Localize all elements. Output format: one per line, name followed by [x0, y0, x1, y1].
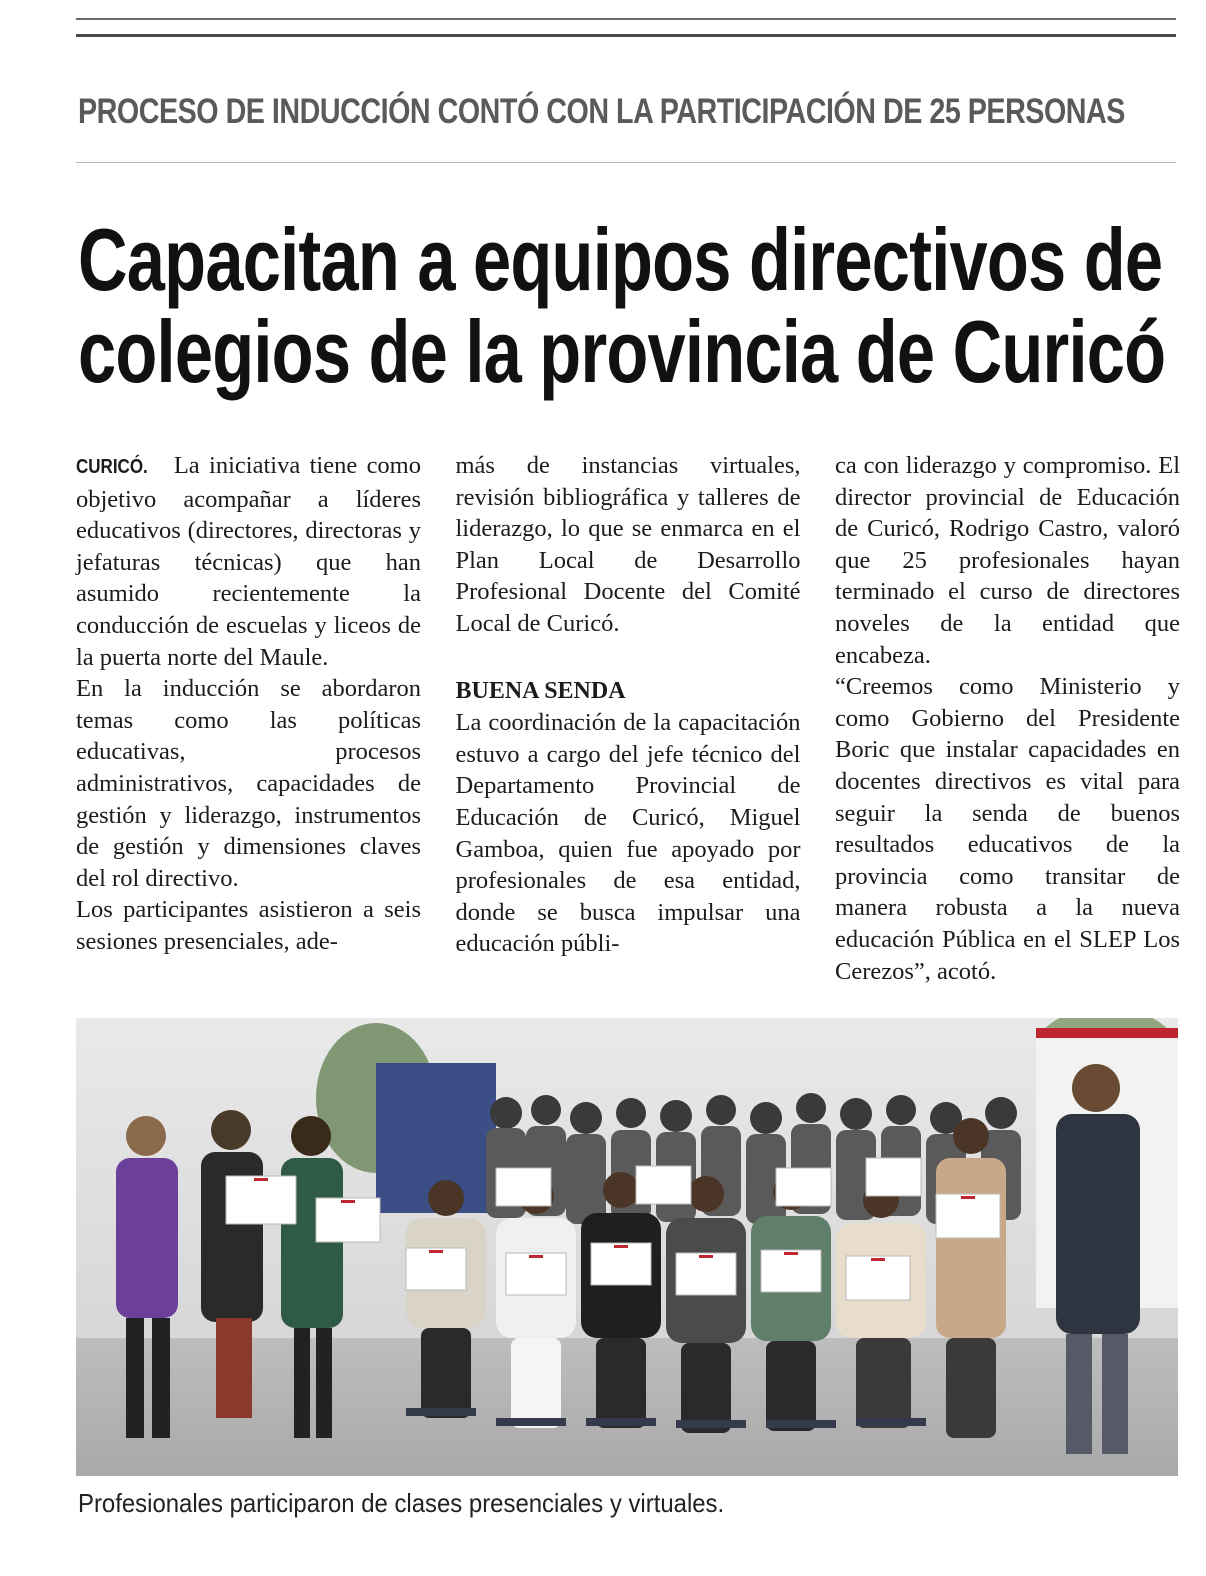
photo-caption: Profesionales participaron de clases presenciales y virtuales. [78, 1488, 725, 1518]
article-kicker: PROCESO DE INDUCCIÓN CONTÓ CON LA PARTICIPACIÓN DE 25 PERSONAS [78, 92, 1125, 131]
group-photo [76, 1018, 1178, 1476]
top-rule-thin [76, 18, 1176, 20]
body-column-1 [76, 450, 421, 998]
article-headline [78, 210, 1166, 401]
body-paragraph: “Creemos como Ministerio y como Gobierno del Presidente Boric que instalar capacidades en docentes directivos es vital para seguir la senda de buenos resultados educativos de la provincia como transitar de manera robusta a la nueva educación Pública en el SLEP Los Cerezos”, acotó. [835, 673, 1180, 985]
body-paragraph [76, 450, 421, 673]
body-text: La iniciativa tiene como objetivo acompañar a líderes educativos (directores, directoras y jefaturas técnicas) que han asumido recientemente la conducción de escuelas y liceos de la puerta norte del Maule. [76, 452, 421, 671]
dateline: CURICÓ. [76, 456, 148, 478]
body-paragraph: En la inducción se abordaron temas como las políticas educativas, procesos administrativos, capacidades de gestión y liderazgo, instrumentos de gestión y dimensiones claves del rol directivo. [76, 675, 421, 892]
headline-line-1: Capacitan a equipos directivos de [78, 210, 1163, 309]
body-paragraph: La coordinación de la capacitación estuvo a cargo del jefe técnico del Departamento Provincial de Educación de Curicó, Miguel Gamboa, quien fue apoyado por profesionales de esa entidad, donde se busca impulsar una educación públi- [455, 709, 801, 958]
section-subhead: BUENA SENDA [455, 677, 626, 704]
kicker-divider [76, 162, 1176, 163]
body-paragraph: Los participantes asistieron a seis sesiones presenciales, ade- [76, 896, 421, 955]
body-column-2 [456, 450, 801, 998]
body-paragraph: ca con liderazgo y compromiso. El director provincial de Educación de Curicó, Rodrigo Castro, valoró que 25 profesionales hayan terminado el curso de directores noveles de la entidad que encabeza. [835, 452, 1180, 669]
headline-line-2: colegios de la provincia de Curicó [78, 302, 1166, 401]
group-photo-illustration [76, 1018, 1178, 1476]
top-rule-thick [76, 34, 1176, 37]
body-column-3 [835, 450, 1180, 998]
article-body [76, 450, 1180, 998]
body-paragraph: más de instancias virtuales, revisión bibliográfica y talleres de liderazgo, lo que se enmarca en el Plan Local de Desarrollo Profesional Docente del Comité Local de Curicó. [455, 452, 801, 637]
